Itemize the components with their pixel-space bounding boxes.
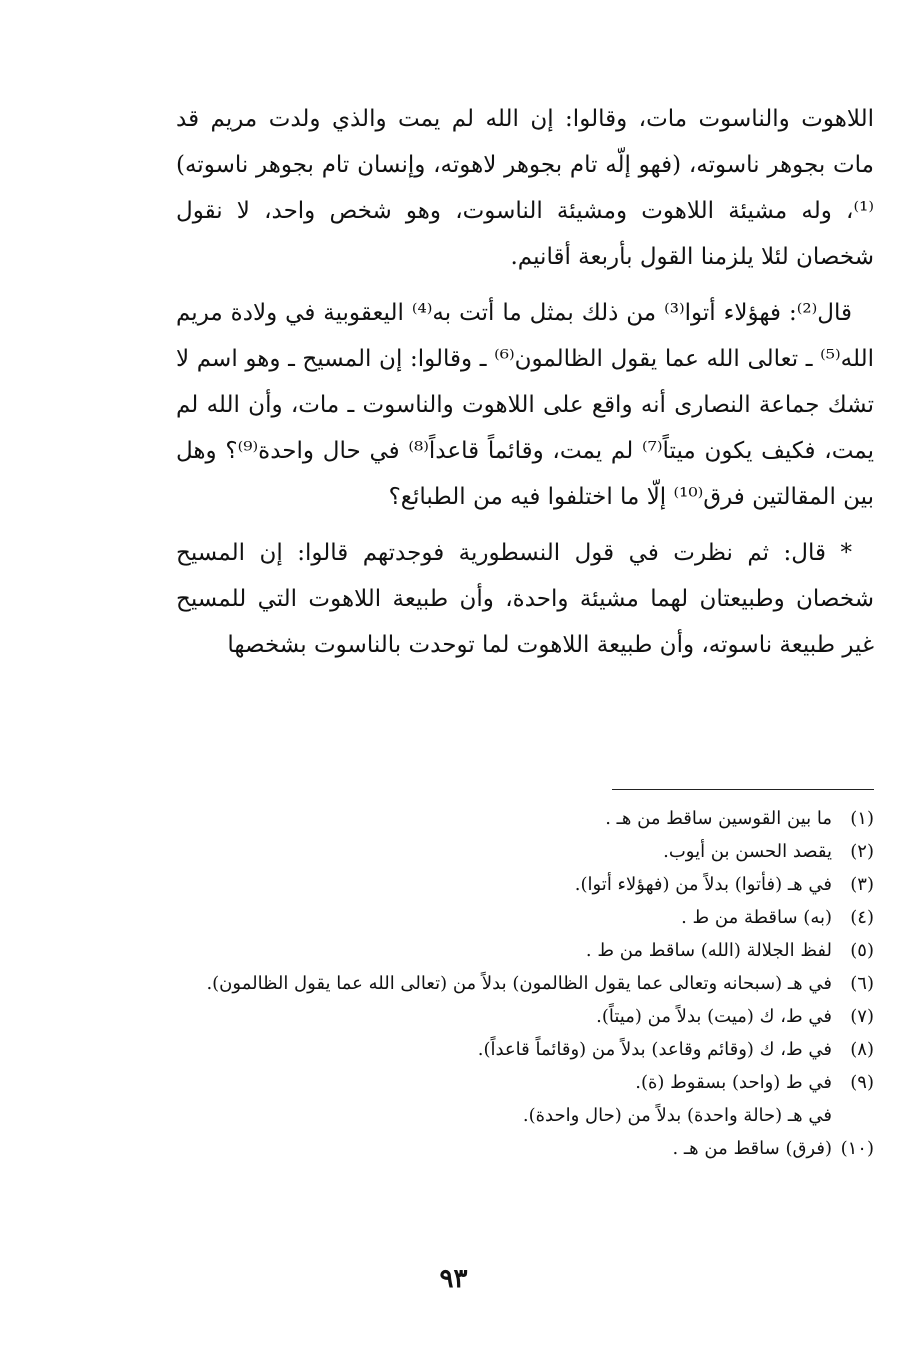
footnote (176, 901, 874, 934)
footnotes (176, 802, 874, 1165)
footnote (176, 1000, 874, 1033)
footnote-text: في هـ (فأتوا) بدلاً من (فهؤلاء أتوا). (574, 874, 832, 895)
main-text (176, 96, 874, 668)
footnote (176, 1132, 874, 1165)
footnote-text: (به) ساقطة من ط . (681, 907, 832, 928)
footnote-text: في ط (واحد) بسقوط (ة). (635, 1072, 832, 1093)
footnote-number: (٧) (850, 1006, 874, 1027)
footnote-text: في ط، ك (وقائم وقاعد) بدلاً من (وقائماً قاعداً). (477, 1039, 832, 1060)
footnote (176, 1033, 874, 1066)
footnote-text: في هـ (سبحانه وتعالى عما يقول الظالمون) بدلاً من (تعالى الله عما يقول الظالمون). (206, 973, 832, 994)
footnote-text: (فرق) ساقط من هـ . (672, 1138, 832, 1159)
footnote-number: (١) (850, 808, 874, 829)
paragraph: اللاهوت والناسوت مات، وقالوا: إن الله لم يمت والذي ولدت مريم قد مات بجوهر ناسوته، (فهو إلّه تام بجوهر لاهوته، وإنسان تام بجوهر ناسوته)⁽¹⁾، وله مشيئة اللاهوت ومشيئة الناسوت، وهو شخص واحد، لا نقول شخصان لئلا يلزمنا القول بأربعة أقانيم. (176, 106, 874, 270)
footnote-number: (٩) (850, 1072, 874, 1093)
page-number: ٩٣ (439, 1264, 468, 1294)
footnote-number: (٨) (850, 1039, 874, 1060)
footnote-text: يقصد الحسن بن أيوب. (663, 841, 832, 862)
paragraph: قال⁽²⁾: فهؤلاء أتوا⁽³⁾ من ذلك بمثل ما أتت به⁽⁴⁾ اليعقوبية في ولادة مريم الله⁽⁵⁾ ـ تعالى الله عما يقول الظالمون⁽⁶⁾ ـ وقالوا: إن المسيح ـ وهو اسم لا تشك جماعة النصارى أنه واقع على اللاهوت والناسوت ـ مات، وأن الله لم يمت، فكيف يكون ميتاً⁽⁷⁾ لم يمت، وقائماً قاعداً⁽⁸⁾ في حال واحدة⁽⁹⁾؟ وهل بين المقالتين فرق⁽¹⁰⁾ إلّا ما اختلفوا فيه من الطبائع؟ (176, 300, 875, 510)
footnote-text: في ط، ك (ميت) بدلاً من (ميتاً). (596, 1006, 832, 1027)
footnote (176, 868, 874, 901)
footnote (176, 967, 874, 1000)
footnote-number: (٦) (850, 973, 874, 994)
footnote-number: (٥) (850, 940, 874, 961)
footnote (176, 1066, 874, 1099)
footnote-text: ما بين القوسين ساقط من هـ . (605, 808, 832, 829)
footnote-text: لفظ الجلالة (الله) ساقط من ط . (585, 940, 832, 961)
footnote (176, 835, 874, 868)
footnote-number: (٤) (850, 907, 874, 928)
footnote (176, 934, 874, 967)
footnote-number: (٢) (850, 841, 874, 862)
footnote-number: (١٠) (840, 1138, 874, 1159)
footnote-number: (٣) (850, 874, 874, 895)
paragraph: * قال: ثم نظرت في قول النسطورية فوجدتهم قالوا: إن المسيح شخصان وطبيعتان لهما مشيئة واحدة، وأن طبيعة اللاهوت التي للمسيح غير طبيعة ناسوته، وأن طبيعة اللاهوت لما توحدت بالناسوت بشخصها (176, 540, 874, 658)
footnote-continuation: في هـ (حالة واحدة) بدلاً من (حال واحدة). (522, 1105, 832, 1126)
footnote (176, 802, 874, 835)
footnote-separator (612, 789, 874, 790)
